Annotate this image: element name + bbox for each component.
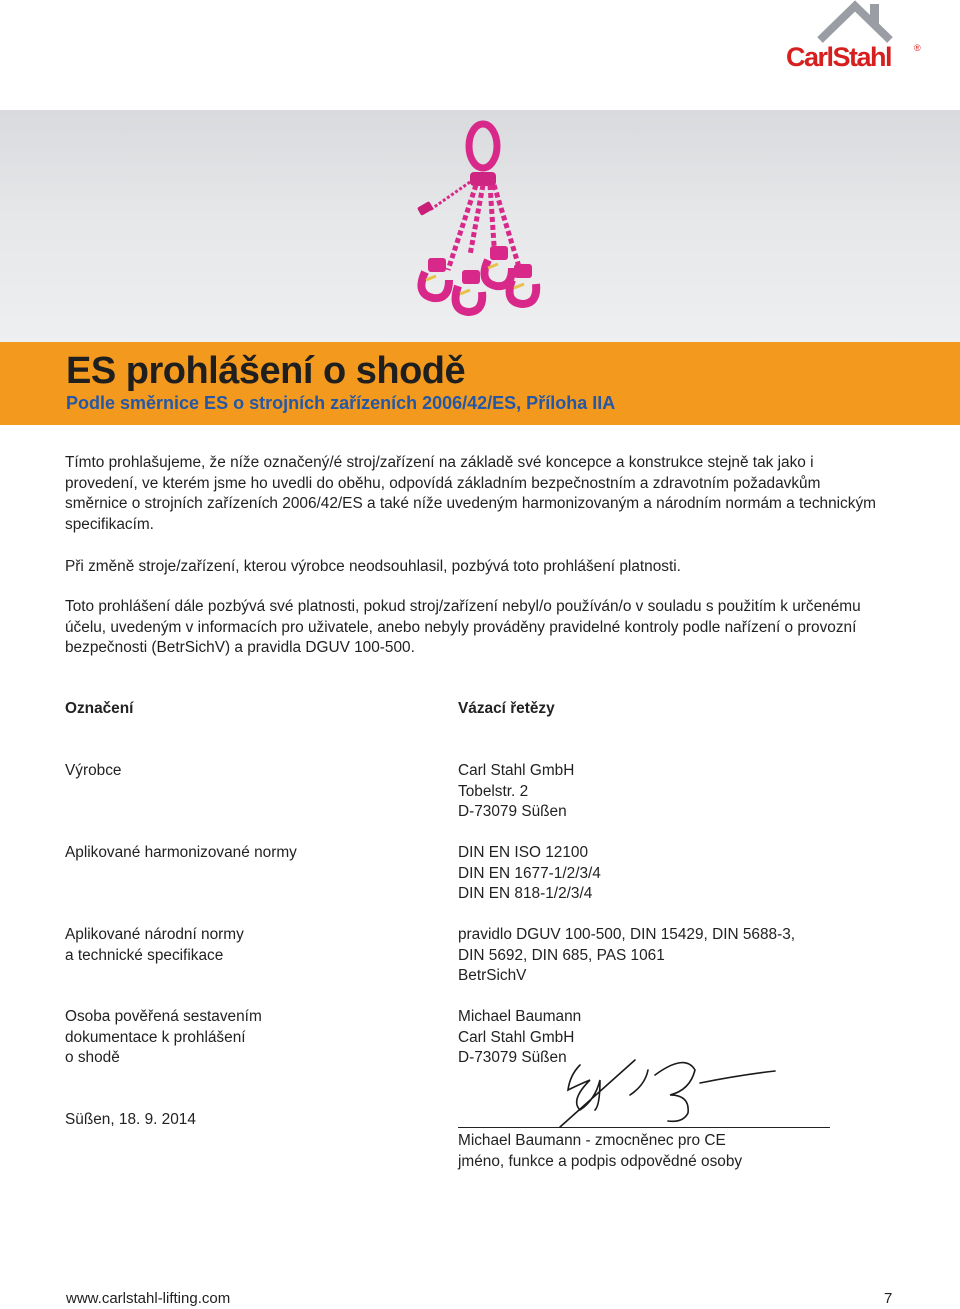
signature-caption-1: Michael Baumann - zmocněnec pro CE [458, 1132, 726, 1149]
title-banner [0, 342, 960, 425]
header-designation: Označení [65, 700, 134, 717]
row-manufacturer-label: Výrobce [65, 762, 122, 779]
footer-url: www.carlstahl-lifting.com [66, 1290, 231, 1307]
carlstahl-logo [780, 0, 930, 80]
registered-mark: ® [914, 43, 921, 53]
row-responsible-value: Michael Baumann Carl Stahl GmbH D-73079 Süßen [458, 1008, 582, 1066]
header-product: Vázací řetězy [458, 700, 555, 717]
row-national-value: pravidlo DGUV 100-500, DIN 15429, DIN 5688-3, DIN 5692, DIN 685, PAS 1061 BetrSichV [458, 926, 796, 984]
hero-image [0, 110, 960, 342]
signature-line [458, 1127, 830, 1128]
intro-paragraph: Tímto prohlašujeme, že níže označený/é stroj/zařízení na základě své koncepce a konstrukce stejně tak jako i provedení, ve kterém jsme ho uvedli do oběhu, odpovídá základním bezpečnostním a zdravotním požadavkům směrnice o strojních zařízeních 2006/42/ES a také níže uvedeným harmonizovaným a národním normám a technickým specifikacím. [65, 454, 876, 533]
validity-paragraph: Toto prohlášení dále pozbývá své platnosti, pokud stroj/zařízení nebyl/o používán/o v souladu s použitím k určenému účelu, uvedeným v informacích pro uživatele, anebo nebyly prováděny pravidelné kontroly podle nařízení o provozní bezpečnosti (BetrSichV) a pravidla DGUV 100-500. [65, 598, 861, 656]
row-manufacturer-value: Carl Stahl GmbH Tobelstr. 2 D-73079 Süßen [458, 762, 575, 820]
logo-roof-icon [810, 0, 900, 45]
row-harmonized-label: Aplikované harmonizované normy [65, 844, 297, 861]
change-paragraph: Při změně stroje/zařízení, kterou výrobce neodsouhlasil, pozbývá toto prohlášení platnosti. [65, 558, 681, 575]
row-responsible-label: Osoba pověřená sestavením dokumentace k prohlášení o shodě [65, 1008, 262, 1066]
page-subtitle: Podle směrnice ES o strojních zařízeních 2006/42/ES, Příloha IIA [66, 393, 616, 413]
place-date: Süßen, 18. 9. 2014 [65, 1111, 196, 1128]
row-harmonized-value: DIN EN ISO 12100 DIN EN 1677-1/2/3/4 DIN EN 818-1/2/3/4 [458, 844, 601, 902]
row-national-label: Aplikované národní normy a technické specifikace [65, 926, 244, 964]
logo-wordmark: CarlStahl [786, 42, 892, 72]
page-number: 7 [884, 1290, 893, 1307]
page-title: ES prohlášení o shodě [66, 350, 466, 392]
chain-sling-illustration [0, 110, 960, 342]
signature-caption-2: jméno, funkce a podpis odpovědné osoby [458, 1153, 743, 1170]
